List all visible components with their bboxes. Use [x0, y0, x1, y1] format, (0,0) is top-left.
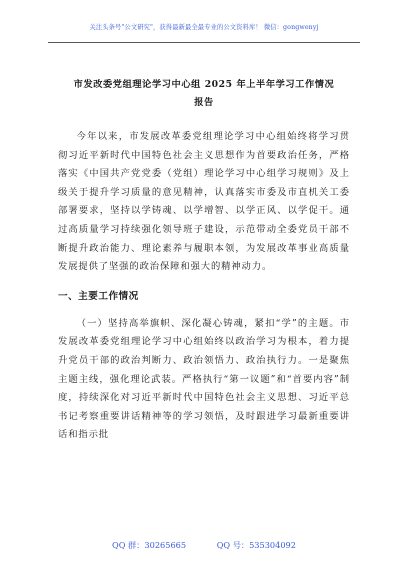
qq-group: QQ 群：30265665 [112, 540, 187, 550]
promo-header: 关注头条号"公文研究"，获得最新最全最专业的公文资料库！ 微信：gongwenyj [89, 24, 319, 31]
document-body [58, 128, 350, 445]
document-title-line1: 市发改委党组理论学习中心组 2025 年上半年学习工作情况 [73, 79, 335, 90]
intro-paragraph: 今年以来，市发展改革委党组理论学习中心组始终将学习贯彻习近平新时代中国特色社会主义思想作为首要政治任务，严格落实《中国共产党党委（党组）理论学习中心组学习规则》及上级关于提升学习质量的意见精神，认真落实市委及市直机关工委部署要求，坚持以学铸魂、以学增智、以学正风、以学促干。通过高质量学习持续强化领导班子建设，示范带动全委党员干部不断提升政治能力、理论素养与履职本领，为发展改革事业高质量发展提供了坚强的政治保障和强大的精神动力。 [58, 131, 350, 273]
section-paragraph: （一）坚持高举旗帜、深化凝心铸魂，紧扣“学”的主题。市发展改革委党组理论学习中心组始终以政治学习为根本，着力提升党员干部的政治判断力、政治领悟力、政治执行力。一是聚焦主题主线，强化理论武装。严格执行“第一议题”和“首要内容”制度，持续深化对习近平新时代中国特色社会主义思想、习近平总书记考察重要讲话精神等的学习领悟，及时跟进学习最新重要讲话和指示批 [58, 317, 350, 441]
document-title-line2: 报告 [194, 97, 214, 108]
qq-number: QQ 号：535304092 [216, 540, 296, 550]
section-heading: 一、主要工作情况 [58, 290, 139, 302]
contact-footer [0, 540, 408, 551]
header-divider [48, 42, 360, 43]
